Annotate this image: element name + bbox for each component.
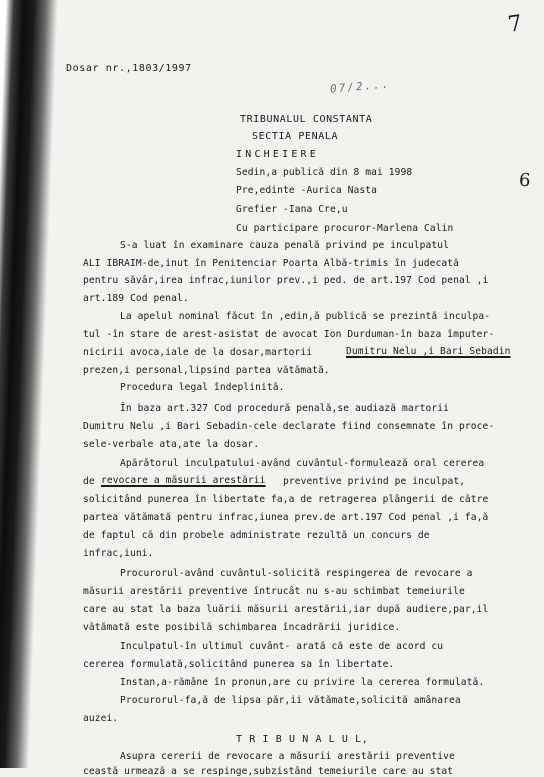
body-line: În baza art.327 Cod procedură penală,se audiază martorii: [120, 403, 450, 414]
body-line: art.189 Cod penal.: [83, 293, 189, 304]
body-line: Dumitru Nelu ,i Bari Sebadin-cele declarate fiind consemnate în proce-: [83, 421, 495, 432]
case-number: Dosar nr.,1803/1997: [66, 63, 192, 74]
body-line: ALI IBRAIM-de,inut în Penitenciar Poarta Albă-trimis în judecată: [83, 258, 460, 269]
body-line: sele-verbale ata,ate la dosar.: [83, 439, 260, 450]
body-line: cererea formulată,solicitând punerea sa în libertate.: [83, 659, 395, 670]
body-line: care au stat la baza luării măsurii arestării,iar după audiere,par,il: [83, 604, 489, 615]
court-name: TRIBUNALUL CONSTANTA: [240, 114, 373, 125]
body-line: prezen,i personal,lipsind partea vătămată.: [83, 365, 330, 376]
body-line: nicirii avoca,iale de la dosar,martorii: [83, 347, 313, 358]
underlined-witnesses: Dumitru Nelu ,i Bari Sebadin: [346, 346, 511, 357]
prosecutor-line: Cu participare procuror-Marlena Calin: [236, 223, 454, 234]
body-line: Procurorul-fa,ă de lipsa păr,ii vătămate,solicită amânarea: [120, 695, 461, 706]
body-line: auzei.: [83, 713, 119, 724]
document-type: INCHEIERE: [236, 149, 319, 160]
body-line: La apelul nominal făcut în ,edin,ă publică se prezintă inculpa-: [120, 311, 491, 322]
session-line: Sedin,a publică din 8 mai 1998: [236, 167, 413, 178]
president-line: Pre,edinte -Aurica Nasta: [236, 185, 378, 196]
corner-page-mark: 7: [506, 11, 524, 38]
body-line: pentru săvâr,irea infrac,iunilor prev.,i ped. de art.197 Cod penal ,i: [83, 275, 489, 286]
body-line: Apărătorul inculpatului-având cuvântul-formulează oral cererea: [120, 458, 485, 469]
body-line: de: [83, 476, 95, 487]
tribunal-heading: T R I B U N A L U L,: [236, 734, 369, 745]
court-section: SECTIA PENALA: [252, 131, 339, 142]
body-line: Instan,a-rămâne în pronun,are cu privire la cererea formulată.: [120, 677, 485, 688]
margin-handwritten-mark: 6: [518, 169, 532, 192]
body-line: Asupra cererii de revocare a măsurii arestării preventive: [120, 751, 455, 762]
body-line: solicitând punerea în libertate fa,a de retragerea plângerii de către: [83, 494, 489, 505]
scan-edge-shadow: [0, 0, 58, 768]
body-line: Inculpatul-în ultimul cuvânt- arată că este de acord cu: [120, 641, 444, 652]
underlined-request: revocare a măsurii arestării: [101, 475, 266, 486]
body-line: tul -în stare de arest-asistat de avocat Ion Durduman-în baza împuter-: [83, 329, 495, 340]
body-line: ceastă urmează a se respinge,subzistând temeiurile care au stat: [83, 766, 454, 777]
clerk-line: Grefier -Iana Cre,u: [236, 204, 348, 215]
body-line: vătămată este posibilă schimbarea încadrării juridice.: [83, 622, 401, 633]
body-line: măsurii arestării preventive întrucât nu s-au schimbat temeiurile: [83, 586, 465, 597]
body-line: preventive privind pe inculpat,: [283, 476, 466, 487]
faded-stamp: 07/2...: [329, 77, 391, 96]
body-line: Procedura legal îndeplinită.: [120, 382, 285, 393]
body-line: Procurorul-având cuvântul-solicită respingerea de revocare a: [120, 568, 473, 579]
body-line: infrac,iuni.: [83, 548, 154, 559]
body-line: de faptul că din probele administrate rezultă un concurs de: [83, 530, 430, 541]
body-line: S-a luat în examinare cauza penală privind pe inculpatul: [120, 240, 450, 251]
body-line: partea vătămată pentru infrac,iunea prev.de art.197 Cod penal ,i fa,ă: [83, 512, 489, 523]
